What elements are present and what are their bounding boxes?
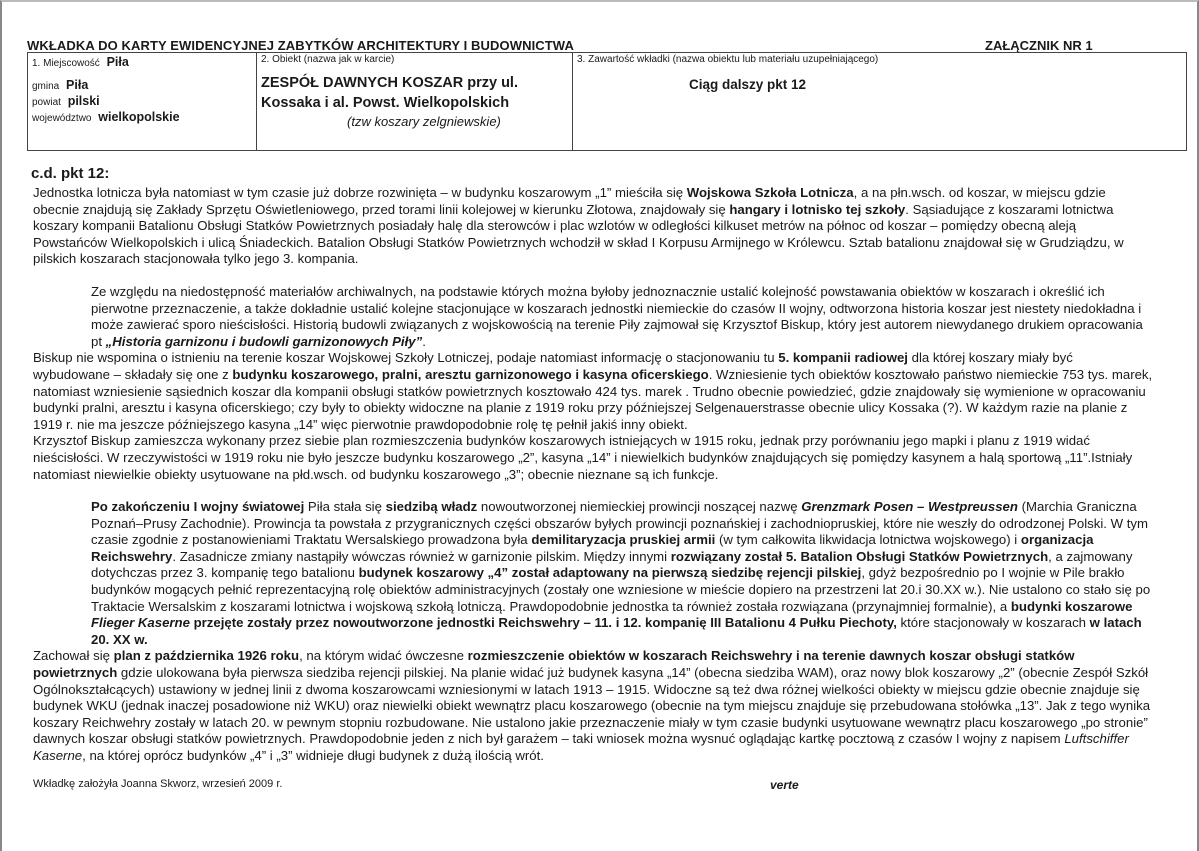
text-run: hangary i lotnisko tej szkoły <box>729 201 906 217</box>
text-run: (w tym całkowita likwidacja lotnictwa wojskowego) i <box>715 532 1021 548</box>
object-alias: (tzw koszary zelgniewskie) <box>347 114 501 129</box>
place-label: 1. Miejscowość <box>32 58 100 69</box>
text-run: 5. kompanii radiowej <box>778 350 908 366</box>
paragraph-4 <box>33 433 1153 483</box>
text-run: Biskup nie wspomina o istnieniu na terenie koszar Wojskowej Szkoły Lotniczej, podaje natomiast informację o stacjonowaniu tu <box>33 350 779 366</box>
text-run: , a zajmowany dotychczas przez 3. kompanię tego batalionu <box>91 548 1133 581</box>
text-run: Piła stała się <box>304 499 386 515</box>
place-row <box>32 55 129 69</box>
text-run: , a na płn.wsch. od koszar, w miejscu gdzie obecnie znajdują się Zakłady Sprzętu Oświetleniowego, przed torami linii kolejowej w kierunku Złotowa, znajdowały się <box>33 185 1106 217</box>
text-run: budynek koszarowy „4” został adaptowany na pierwszą siedzibę rejencji pilskiej <box>358 565 862 581</box>
object-cell <box>257 53 573 150</box>
paragraph-6 <box>33 648 1153 764</box>
text-run: przejęte zostały przez nowoutworzone jednostki Reichswehry – 11. i 12. kompanię III Batalionu 4 Pułku Piechoty, <box>189 615 897 631</box>
text-run: rozwiązany został 5. Batalion Obsługi Statków Powietrznych <box>670 548 1049 564</box>
text-run: które stacjonowały w koszarach <box>896 615 1090 631</box>
gmina-value: Piła <box>66 78 89 92</box>
text-run: „Historia garnizonu i budowli garnizonowych Piły” <box>105 333 423 349</box>
paragraph-2 <box>33 284 1153 350</box>
text-run: budynku koszarowego, pralni, aresztu garnizonowego i kasyna oficerskiego <box>232 366 709 382</box>
powiat-label: powiat <box>32 97 61 108</box>
insert-value: Ciąg dalszy pkt 12 <box>689 77 807 92</box>
text-run: , gdyż bezpośrednio po I wojnie w Pile brakło budynków mogących pełnić reprezentacyjną rolę obiektów administracyjnych (zostały one wzniesione w mieście dopiero na przestrzeni lat 20.i 30.XX w.). Nie ustalono co stało się po Traktacie Wersalskim z koszarami lotnictwa i wojskową szkołą lotniczą. Prawdopodobnie jednostka ta również została rozwiązana (przynajmniej formalnie), a <box>91 565 1151 614</box>
text-run: Flieger Kaserne <box>91 615 190 631</box>
text-run: . Wzniesienie tych obiektów kosztowało państwo niemieckie 753 tys. marek, natomiast wzniesienie sąsiednich koszar dla kompanii obsługi statków powietrznych kosztowało 424 tys. marek . Trudno obecnie powiedzieć, gdzie znajdowały się wymienione w opracowaniu budynki pralni, aresztu i kasyna oficerskiego; czy były to obiekty widoczne na planie z 1919 roku przy późniejszej Selgenauerstrasse obecnie ulicy Kossaka (?). W każdym razie na planie z 1919 r. nie ma jeszcze późniejszego kasyna „14” więc pierwotnie prawdopodobnie rolę tę pełnił jakiś inny obiekt. <box>33 366 1153 432</box>
text-run: (Marchia Graniczna Poznań–Prusy Zachodnie). Prowincja ta powstała z przygranicznych części obszarów byłych prowincji poznańskiej i zachodniopruskiej, które nie weszły do odrodzonej Polski. W tym czasie zgodnie z postanowieniami Traktatu Wersalskiego prowadzona była <box>91 499 1148 548</box>
text-run: rozmieszczenie obiektów w koszarach Reichswehry i na terenie dawnych koszar obsługi statków powietrznych <box>33 648 1075 681</box>
text-run: Ze względu na niedostępność materiałów archiwalnych, na podstawie których można byłoby jednoznacznie ustalić kolejność powstawania obiektów w koszarach i określić ich pierwotne przeznaczenie, a także dokładnie ustalić kolejne stacjonujące w koszarach jednostki niemieckie do czasów II wojny, odtworzona historia koszar jest niestety niedokładna i może zawierać sporo nieścisłości. Historią budowli związanych z wojskowością na terenie Piły zajmował się Krzysztof Biskup, który jest autorem niewydanego drukiem opracowania pt <box>91 283 1143 349</box>
text-run: nowoutworzonej niemieckiej prowincji noszącej nazwę <box>477 499 802 515</box>
text-run: , na którym widać ówczesne <box>299 648 468 664</box>
text-run: . <box>422 333 426 349</box>
annex-label: ZAŁĄCZNIK NR 1 <box>985 38 1093 53</box>
text-run: organizacja Reichswehry <box>91 532 1094 564</box>
text-run: siedzibą władz <box>385 499 478 515</box>
powiat-value: pilski <box>67 94 100 108</box>
insert-label: 3. Zawartość wkładki (nazwa obiektu lub materiału uzupełniającego) <box>577 54 879 65</box>
document-body <box>33 165 1153 765</box>
text-run: demilitaryzacja pruskiej armii <box>531 532 716 548</box>
text-run: . Sąsiadujące z koszarami lotnictwa koszary kompanii Batalionu Obsługi Statków Powietrznych posiadały halę dla sterowców i plac wzlotów w odległości kilkuset metrów na północ od koszar – pomiędzy obecną aleją Powstańców Wielkopolskich i ulicą Śniadeckich. Batalion Obsługi Statków Powietrznych wchodził w skład I Korpusu Armijnego w Królewcu. Sztab batalionu znajdował się w Grudziądzu, w pilskich koszarach stacjonowała tylko jego 3. kompania. <box>33 201 1124 267</box>
object-name-line2: Kossaka i al. Powst. Wielkopolskich <box>261 95 510 111</box>
text-run: Luftschiffer Kaserne <box>33 731 1129 763</box>
text-run: budynki koszarowe <box>1010 598 1133 614</box>
object-name-line1: ZESPÓŁ DAWNYCH KOSZAR przy ul. <box>261 75 518 91</box>
insert-cell <box>573 53 1187 150</box>
wojewodztwo-row <box>32 110 180 124</box>
text-run: Wojskowa Szkoła Lotnicza <box>686 185 854 200</box>
text-run: gdzie ulokowana była pierwsza siedziba rejencji pilskiej. Na planie widać już budynek kasyna „14” (obecna siedziba WAM), oraz nowy blok koszarowy „2” (obecnie Zespół Szkół Ogólnokształcących) ustawiony w jednej linii z dwoma koszarowcami wzniesionymi w latach 1913 – 1915. Widoczne są też dwa różnej wielkości obiekty w miejscu gdzie obecnie znajduje się budynek WKU (jednak inaczej posadowione niż WKU) oraz niewielki obiekt wewnątrz placu koszarowego (obecnie na tym miejscu znajduje się przebudowana stołówka „13”. Jak z tego wynika koszary Reichwehry zostały w latach 20. w pewnym stopniu rozbudowane. Nie ustalono jakie przeznaczenie miały w tym czasie budynki usytuowane wewnątrz placu koszarowego „po stronie” dawnych koszar obsługi statków powietrznych. Prawdopodobnie jeden z nich był garażem – taki wniosek można wysnuć oglądając kartkę pocztową z czasów I wojny z napisem <box>33 665 1151 747</box>
wojewodztwo-label: województwo <box>32 113 92 124</box>
header-table <box>27 52 1187 151</box>
text-run: Grenzmark Posen – Westpreussen <box>801 499 1018 515</box>
verte-label: verte <box>770 778 799 792</box>
section-heading: c.d. pkt 12: <box>31 165 110 182</box>
document-title: WKŁADKA DO KARTY EWIDENCYJNEJ ZABYTKÓW ARCHITEKTURY I BUDOWNICTWA <box>27 38 574 53</box>
object-name <box>261 73 571 113</box>
text-run: plan z października 1926 roku <box>113 648 300 664</box>
text-run: Krzysztof Biskup zamieszcza wykonany przez siebie plan rozmieszczenia budynków koszarowych istniejących w 1915 roku, jednak przy porównaniu jego mapki i planu z 1919 widać nieścisłości. W rzeczywistości w 1919 roku nie było jeszcze budynku koszarowego „2”, kasyna „14” i niewielkich budynków znajdujących się pomiędzy kasynem a halą sportową „11”.Istniały natomiast niewielkie obiekty usytuowane na płd.wsch. od budynku koszarowego „3”; obecnie nieznane są ich funkcje. <box>33 433 1133 482</box>
text-run: w latach 20. XX w. <box>91 615 1142 647</box>
paragraph-5 <box>33 499 1153 648</box>
place-value: Piła <box>106 55 129 69</box>
gmina-row <box>32 78 88 92</box>
location-cell <box>28 53 257 150</box>
text-run: dla której koszary miały być wybudowane – składały się one z <box>33 350 1073 382</box>
paragraph-3 <box>33 350 1153 433</box>
text-run: Po zakończeniu I wojny światowej <box>91 499 305 515</box>
author-note: Wkładkę założyła Joanna Skworz, wrzesień 2009 r. <box>33 778 283 790</box>
gmina-label: gmina <box>32 81 60 92</box>
object-label: 2. Obiekt (nazwa jak w karcie) <box>261 54 395 65</box>
text-run: Jednostka lotnicza była natomiast w tym czasie już dobrze rozwinięta – w budynku koszarowym „1” mieściła się <box>33 185 687 200</box>
wojewodztwo-value: wielkopolskie <box>98 110 180 124</box>
text-run: , na której oprócz budynków „4” i „3” widnieje długi budynek z dużą ilością wrót. <box>82 748 544 763</box>
powiat-row <box>32 94 100 108</box>
text-run: Zachował się <box>33 648 114 664</box>
paragraph-1 <box>33 185 1153 268</box>
text-run: . Zasadnicze zmiany nastąpiły wówczas również w garnizonie pilskim. Między innymi <box>172 548 671 564</box>
